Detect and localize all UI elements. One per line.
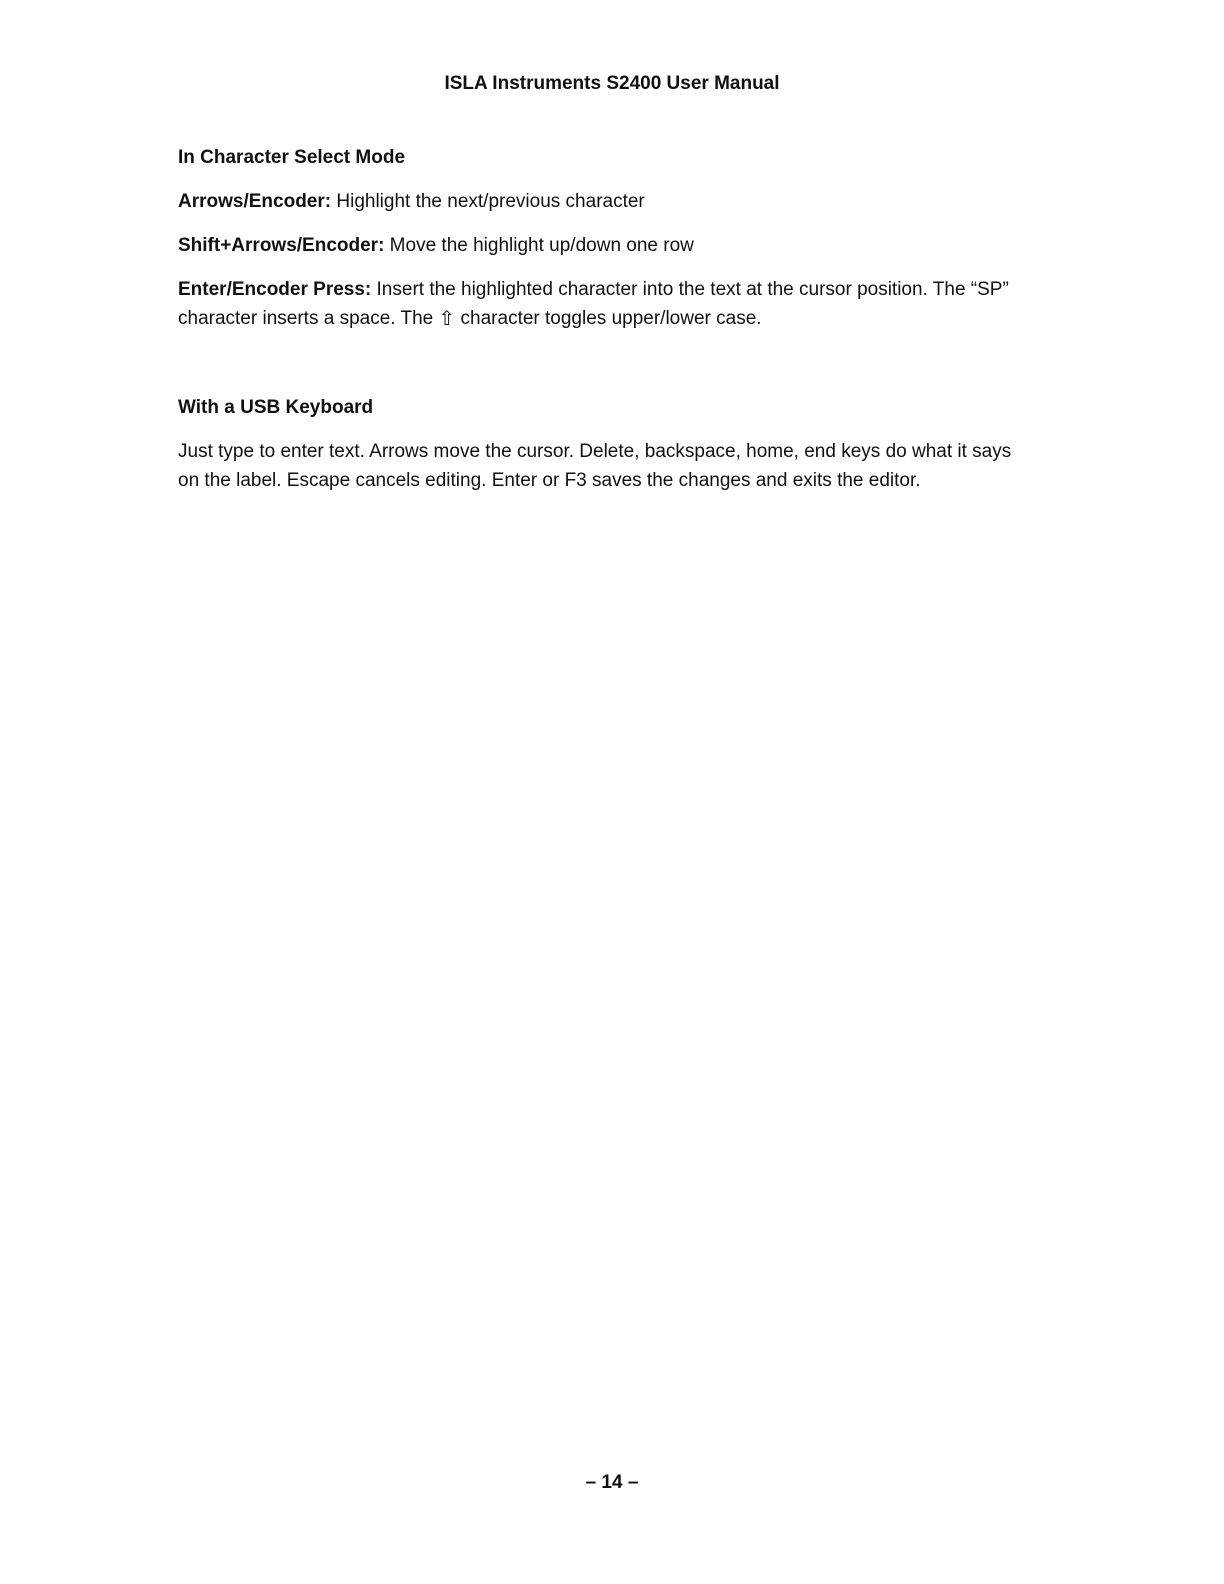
item-description: Move the highlight up/down one row xyxy=(384,235,694,256)
usb-keyboard-description: Just type to enter text. Arrows move the cursor. Delete, backspace, home, end keys do what it says on the label. Escape cancels editing. Enter or F3 saves the changes and exits the editor. xyxy=(178,441,1012,491)
item-term: Arrows/Encoder: xyxy=(178,191,332,212)
page-number: – 14 – xyxy=(585,1472,639,1493)
shift-arrow-icon: ⇧ xyxy=(438,306,456,330)
shift-arrows-encoder-item xyxy=(178,231,1028,260)
item-term: Shift+Arrows/Encoder: xyxy=(178,235,385,256)
item-description-end: character toggles upper/lower case. xyxy=(455,308,762,329)
enter-encoder-press-item xyxy=(178,275,1028,333)
item-term: Enter/Encoder Press: xyxy=(178,279,372,300)
section-heading-usb-keyboard: With a USB Keyboard xyxy=(178,397,374,418)
item-description-start: Insert the highlighted character into the text at the cursor position. The “SP” character inserts a space. The xyxy=(178,279,1009,329)
item-description: Highlight the next/previous character xyxy=(331,191,645,212)
section-heading-character-select: In Character Select Mode xyxy=(178,147,406,168)
arrows-encoder-item xyxy=(178,187,1028,216)
page-header-title: ISLA Instruments S2400 User Manual xyxy=(444,73,780,94)
page-content xyxy=(178,143,1028,510)
section-spacer xyxy=(178,348,1028,393)
